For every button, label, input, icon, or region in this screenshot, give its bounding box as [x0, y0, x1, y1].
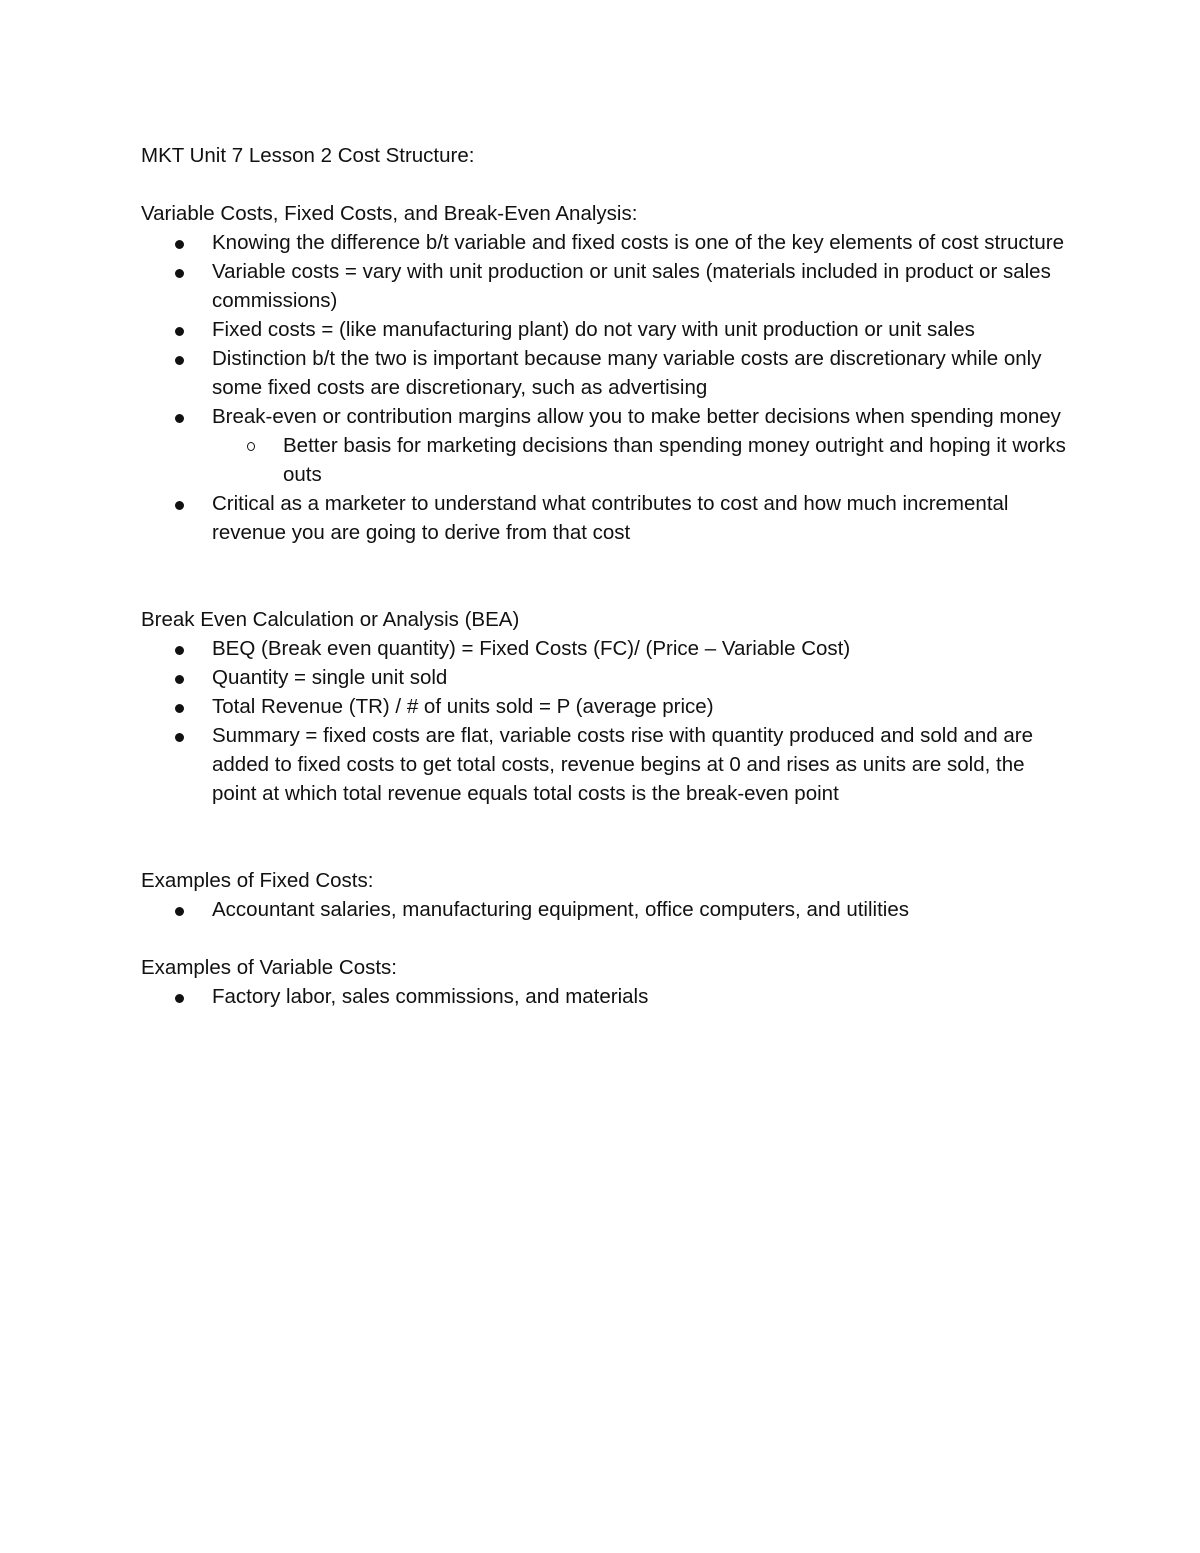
list-item-text: Fixed costs = (like manufacturing plant) do not vary with unit production or unit sales [212, 318, 975, 341]
bullet-icon [175, 907, 184, 916]
list-item-text: Break-even or contribution margins allow you to make better decisions when spending money [212, 405, 1061, 428]
list-item-text: Factory labor, sales commissions, and materials [212, 985, 649, 1008]
document-title: MKT Unit 7 Lesson 2 Cost Structure: [141, 144, 475, 167]
bullet-icon [175, 240, 184, 249]
bullet-icon [175, 501, 184, 510]
bullet-icon [175, 704, 184, 713]
list-item [141, 895, 1072, 924]
list-item-text: Distinction b/t the two is important because many variable costs are discretionary while only some fixed costs are discretionary, such as advertising [212, 347, 1042, 399]
list-item-text: Summary = fixed costs are flat, variable costs rise with quantity produced and sold and are added to fixed costs to get total costs, revenue begins at 0 and rises as units are sold, the point at which total revenue equals total costs is the break-even point [212, 724, 1033, 805]
bullet-icon [175, 646, 184, 655]
list-item [141, 344, 1072, 402]
bullet-icon [175, 994, 184, 1003]
bullet-list [141, 895, 1071, 924]
sub-list-item-text: Better basis for marketing decisions than spending money outright and hoping it works outs [283, 434, 1066, 486]
bullet-icon [175, 733, 184, 742]
list-item [141, 721, 1072, 808]
list-item-text: Critical as a marketer to understand what contributes to cost and how much incremental revenue you are going to derive from that cost [212, 492, 1009, 544]
bullet-icon [175, 675, 184, 684]
list-item [141, 489, 1072, 547]
hollow-bullet-icon [247, 442, 255, 451]
bullet-icon [175, 327, 184, 336]
list-item [141, 228, 1072, 257]
list-item [141, 982, 1072, 1011]
list-item-text: Accountant salaries, manufacturing equipment, office computers, and utilities [212, 898, 909, 921]
section-heading: Examples of Variable Costs: [141, 956, 397, 979]
list-item [141, 257, 1072, 315]
list-item [141, 663, 1072, 692]
section-heading: Break Even Calculation or Analysis (BEA) [141, 608, 520, 631]
bullet-icon [175, 269, 184, 278]
bullet-list [141, 228, 1071, 547]
list-item-text: Total Revenue (TR) / # of units sold = P (average price) [212, 695, 714, 718]
document-page [141, 141, 1071, 1011]
bullet-list [141, 982, 1071, 1011]
bullet-list [141, 634, 1071, 808]
list-item [141, 692, 1072, 721]
section-heading: Variable Costs, Fixed Costs, and Break-Even Analysis: [141, 202, 638, 225]
list-item-text: Quantity = single unit sold [212, 666, 448, 689]
bullet-icon [175, 356, 184, 365]
bullet-icon [175, 414, 184, 423]
sub-list-item [212, 431, 1072, 489]
list-item-text: BEQ (Break even quantity) = Fixed Costs (FC)/ (Price – Variable Cost) [212, 637, 851, 660]
list-item-text: Variable costs = vary with unit production or unit sales (materials included in product or sales commissions) [212, 260, 1051, 312]
list-item [141, 402, 1072, 489]
sub-list [212, 431, 1072, 489]
list-item [141, 315, 1072, 344]
section-heading: Examples of Fixed Costs: [141, 869, 374, 892]
list-item [141, 634, 1072, 663]
list-item-text: Knowing the difference b/t variable and fixed costs is one of the key elements of cost structure [212, 231, 1064, 254]
